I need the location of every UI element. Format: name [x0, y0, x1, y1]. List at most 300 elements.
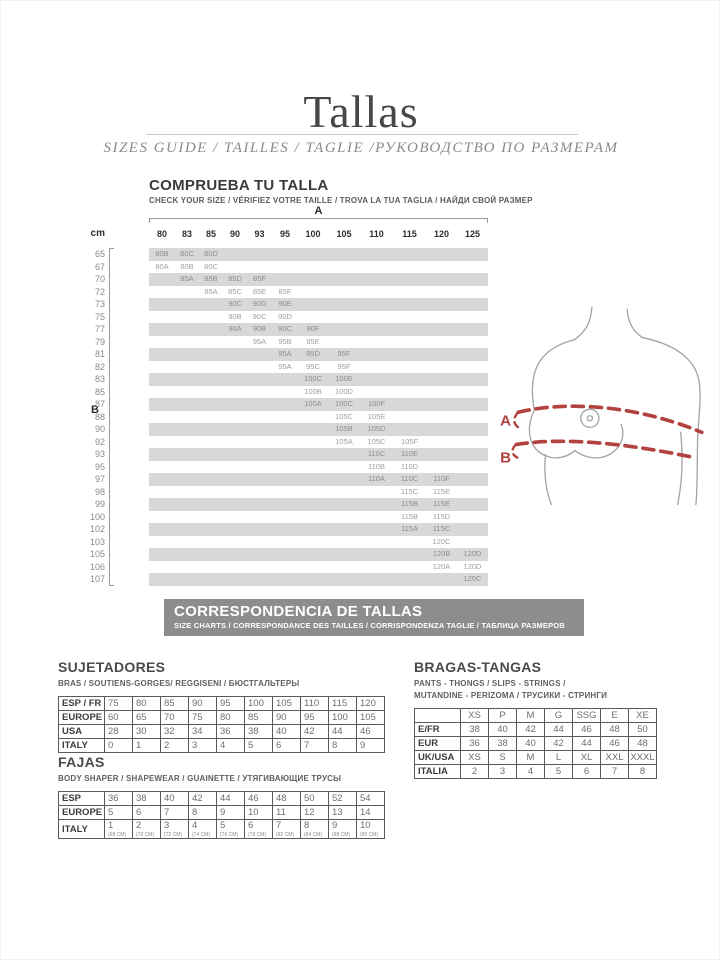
- column-header: XE: [629, 709, 657, 723]
- matrix-col-header: 100: [305, 229, 321, 239]
- matrix-cm-label: 75: [94, 311, 105, 322]
- matrix-cell: [149, 423, 175, 436]
- matrix-cell: [393, 298, 426, 311]
- matrix-cell: 110E: [401, 449, 418, 458]
- matrix-cell: [457, 473, 488, 486]
- size-value-cell: XS: [461, 751, 489, 765]
- matrix-cell: [272, 411, 298, 424]
- matrix-cell: 105B: [335, 424, 353, 433]
- matrix-cell: 80B: [155, 249, 169, 258]
- matrix-cell: [199, 323, 223, 336]
- matrix-cell: 90B: [252, 324, 267, 333]
- size-value-cell: 7: [301, 739, 329, 753]
- matrix-cell: 105D: [367, 424, 386, 433]
- matrix-cell: [175, 336, 199, 349]
- matrix-row: [149, 436, 488, 449]
- matrix-cell: [328, 511, 360, 524]
- matrix-cell: [223, 348, 247, 361]
- matrix-cell: [360, 261, 393, 274]
- matrix-cm-label: 70: [94, 274, 105, 284]
- matrix-cell: [298, 423, 328, 436]
- matrix-cell: [328, 473, 360, 486]
- matrix-row: [149, 561, 488, 574]
- matrix-cell: [457, 523, 488, 536]
- matrix-cell: [149, 398, 175, 411]
- matrix-cell: [175, 411, 199, 424]
- matrix-cell: [199, 548, 223, 561]
- matrix-cell: [328, 448, 360, 461]
- matrix-cell: [175, 286, 199, 299]
- column-header: P: [489, 709, 517, 723]
- matrix-cell: [247, 523, 272, 536]
- matrix-cell: [393, 248, 426, 261]
- matrix-cell: [426, 386, 457, 399]
- matrix-cell: [175, 386, 199, 399]
- matrix-col-header: 125: [464, 229, 481, 239]
- shapewear-subtitle: BODY SHAPER / SHAPEWEAR / GUAINETTE / УТЯГИВАЮЩИЕ ТРУСЫ: [58, 774, 342, 783]
- size-subvalue-cm: (68 CM): [108, 832, 127, 838]
- matrix-cell: [223, 423, 247, 436]
- size-value-cell: 32: [161, 725, 189, 739]
- bras-size-table: [58, 696, 385, 753]
- banner-title: CORRESPONDENCIA DE TALLAS: [174, 603, 423, 620]
- matrix-cell: [298, 473, 328, 486]
- size-subvalue-cm: (76 CM): [220, 832, 239, 838]
- matrix-cell: [328, 548, 360, 561]
- matrix-cell: [457, 448, 488, 461]
- matrix-cell: [328, 273, 360, 286]
- matrix-cell: [360, 248, 393, 261]
- matrix-cell: [360, 361, 393, 374]
- matrix-cell: [272, 386, 298, 399]
- matrix-cell: 90A: [228, 324, 242, 333]
- matrix-cell: [426, 348, 457, 361]
- size-value-cell: 46: [245, 792, 273, 806]
- size-value-cell: 52: [329, 792, 357, 806]
- matrix-cell: [223, 573, 247, 586]
- matrix-cell: 90D: [252, 299, 267, 308]
- check-size-subtitle: CHECK YOUR SIZE / VÉRIFIEZ VOTRE TAILLE / TROVA LA TUA TAGLIA / НАЙДИ СВОЙ РАЗМЕР: [149, 196, 533, 205]
- nipple-outer-circle: [581, 409, 599, 427]
- matrix-cell: [328, 498, 360, 511]
- torso-measurement-figure: [487, 271, 720, 505]
- matrix-row: [149, 461, 488, 474]
- size-value-cell: 120: [357, 697, 385, 711]
- size-value-cell: 11: [273, 806, 301, 820]
- matrix-cell: 115C: [400, 486, 419, 496]
- underbust-line-b-hook: [513, 444, 518, 457]
- matrix-cm-label: 79: [94, 336, 105, 347]
- matrix-cell: [247, 436, 272, 449]
- matrix-cell: [426, 448, 457, 461]
- matrix-cell: [298, 498, 328, 511]
- matrix-cell: 120A: [432, 561, 451, 571]
- size-value-cell: 48: [273, 792, 301, 806]
- matrix-cell: [298, 523, 328, 536]
- matrix-cell: [149, 311, 175, 324]
- matrix-cell: [298, 536, 328, 549]
- pants-section: [414, 659, 694, 779]
- matrix-cell: [223, 498, 247, 511]
- matrix-cm-label: 77: [94, 324, 105, 334]
- matrix-cell: [298, 461, 328, 474]
- pants-size-table: [414, 708, 657, 779]
- size-value-cell: 36: [105, 792, 133, 806]
- matrix-cm-label: 81: [94, 349, 105, 359]
- table-row: [59, 806, 385, 820]
- size-value-cell: 8: [189, 806, 217, 820]
- matrix-cell: 105C: [367, 436, 386, 446]
- bras-title: SUJETADORES: [58, 659, 166, 675]
- size-value-cell: 75: [105, 697, 133, 711]
- matrix-cm-label: 85: [94, 386, 105, 397]
- matrix-cell: [149, 436, 175, 449]
- matrix-cell: [199, 336, 223, 349]
- size-value-cell: 100: [245, 697, 273, 711]
- matrix-row: [149, 473, 488, 486]
- matrix-cell: [247, 373, 272, 386]
- matrix-cell: 90D: [278, 311, 292, 321]
- table-row: [59, 711, 385, 725]
- size-value-cell: 38: [133, 792, 161, 806]
- matrix-cell: 100E: [335, 374, 353, 383]
- matrix-cell: [426, 298, 457, 311]
- matrix-cell: [393, 398, 426, 411]
- size-value-cell: 30: [133, 725, 161, 739]
- matrix-col-header: 120: [433, 229, 450, 239]
- matrix-cell: [360, 336, 393, 349]
- matrix-row: [149, 348, 488, 361]
- matrix-cell: [272, 561, 298, 574]
- matrix-cell: 85F: [278, 286, 292, 296]
- matrix-cm-label: 95: [94, 461, 105, 472]
- matrix-cell: [272, 498, 298, 511]
- table-row: [415, 751, 657, 765]
- matrix-cell: [175, 373, 199, 386]
- size-charts-banner: [164, 599, 584, 636]
- matrix-cell: [426, 398, 457, 411]
- matrix-cell: [247, 261, 272, 274]
- matrix-cell: [247, 473, 272, 486]
- matrix-cm-label: 83: [94, 374, 105, 384]
- right-body-line: [678, 432, 682, 505]
- matrix-cell: [247, 486, 272, 499]
- size-subvalue-cm: (72 CM): [164, 832, 183, 838]
- size-value-cell: 40: [161, 792, 189, 806]
- size-value-cell: 50: [301, 792, 329, 806]
- matrix-col-header: 83: [181, 229, 192, 239]
- size-value-cell: 8 (84 CM): [301, 820, 329, 839]
- matrix-cell: [199, 511, 223, 524]
- matrix-cell: [149, 323, 175, 336]
- matrix-cell: [272, 461, 298, 474]
- matrix-cell: 120C: [432, 536, 451, 546]
- matrix-cell: [360, 498, 393, 511]
- size-value-cell: 6 (78 CM): [245, 820, 273, 839]
- matrix-cell: [426, 436, 457, 449]
- matrix-cell: [457, 348, 488, 361]
- matrix-cell: [426, 323, 457, 336]
- matrix-cell: [149, 523, 175, 536]
- matrix-cell: 85B: [204, 274, 218, 283]
- matrix-cell: [199, 486, 223, 499]
- matrix-cell: [272, 261, 298, 274]
- size-value-cell: 7 (82 CM): [273, 820, 301, 839]
- matrix-cell: 110F: [433, 474, 450, 483]
- row-label: USA: [59, 725, 105, 739]
- matrix-cm-label: 103: [89, 536, 105, 547]
- matrix-cell: [457, 336, 488, 349]
- matrix-cell: [393, 561, 426, 574]
- size-value-cell: 12: [301, 806, 329, 820]
- table-row: [415, 723, 657, 737]
- matrix-row: [149, 448, 488, 461]
- pants-subtitle-line1: PANTS - THONGS / SLIPS - STRINGS /: [414, 679, 566, 688]
- matrix-row: [149, 298, 488, 311]
- size-subvalue-cm: (88 CM): [332, 832, 351, 838]
- matrix-cell: 100D: [335, 386, 353, 396]
- size-value-cell: 14: [357, 806, 385, 820]
- table-row: [59, 820, 385, 839]
- matrix-cell: [457, 373, 488, 386]
- size-value-cell: 42: [189, 792, 217, 806]
- matrix-cell: 110D: [400, 461, 419, 471]
- matrix-row: [149, 373, 488, 386]
- matrix-cell: [247, 498, 272, 511]
- matrix-cell: [223, 336, 247, 349]
- matrix-cell: [223, 248, 247, 261]
- matrix-cell: 100A: [304, 399, 322, 408]
- matrix-cell: [175, 436, 199, 449]
- matrix-cell: [360, 286, 393, 299]
- size-value-cell: 95: [301, 711, 329, 725]
- row-label: ITALIA: [415, 765, 461, 779]
- check-size-title: COMPRUEBA TU TALLA: [149, 177, 329, 194]
- left-shoulder-line: [532, 340, 574, 411]
- size-subvalue-cm: (90 CM): [360, 832, 379, 838]
- size-value-cell: 3: [489, 765, 517, 779]
- matrix-cell: [393, 373, 426, 386]
- size-subvalue-cm: (70 CM): [136, 832, 155, 838]
- row-label: ITALY: [59, 820, 105, 839]
- left-body-line: [545, 455, 552, 505]
- matrix-col-header: 110: [369, 229, 384, 239]
- matrix-cell: [457, 511, 488, 524]
- matrix-row: [149, 261, 488, 274]
- row-label: UK/USA: [415, 751, 461, 765]
- matrix-cell: [199, 523, 223, 536]
- matrix-cell: [199, 448, 223, 461]
- matrix-cell: [298, 273, 328, 286]
- column-header: G: [545, 709, 573, 723]
- matrix-cell: 85F: [253, 274, 266, 283]
- matrix-cm-label: 97: [94, 474, 105, 484]
- matrix-row: [149, 311, 488, 324]
- matrix-row: [149, 248, 488, 261]
- matrix-cell: [175, 398, 199, 411]
- size-value-cell: 34: [189, 725, 217, 739]
- matrix-cell: [247, 348, 272, 361]
- matrix-cell: [298, 561, 328, 574]
- matrix-cell: [175, 461, 199, 474]
- matrix-col-header: 105: [336, 229, 352, 239]
- matrix-cell: [360, 386, 393, 399]
- column-header: SSG: [573, 709, 601, 723]
- matrix-cell: 115C: [432, 524, 451, 533]
- matrix-cell: [393, 311, 426, 324]
- matrix-row: [149, 486, 488, 499]
- matrix-cell: [199, 398, 223, 411]
- matrix-cell: 80B: [180, 261, 194, 271]
- matrix-cell: [298, 248, 328, 261]
- size-value-cell: 38: [245, 725, 273, 739]
- matrix-cell: 100C: [335, 399, 353, 408]
- size-value-cell: 2: [161, 739, 189, 753]
- nipple-inner-circle: [587, 416, 592, 421]
- matrix-cell: [175, 498, 199, 511]
- matrix-cell: [457, 498, 488, 511]
- unit-header: cm: [90, 228, 105, 239]
- neck-left-line: [575, 307, 592, 339]
- matrix-cell: [247, 536, 272, 549]
- size-value-cell: 36: [217, 725, 245, 739]
- matrix-cell: [426, 311, 457, 324]
- matrix-cell: [457, 286, 488, 299]
- matrix-cell: [247, 511, 272, 524]
- matrix-row: [149, 386, 488, 399]
- matrix-cell: [393, 386, 426, 399]
- size-value-cell: 10 (90 CM): [357, 820, 385, 839]
- size-value-cell: 48: [629, 737, 657, 751]
- size-value-cell: 8: [329, 739, 357, 753]
- matrix-cell: [360, 511, 393, 524]
- matrix-row: [149, 323, 488, 336]
- size-value-cell: 46: [357, 725, 385, 739]
- size-value-cell: 3 (72 CM): [161, 820, 189, 839]
- size-value-cell: 60: [105, 711, 133, 725]
- matrix-cell: [328, 486, 360, 499]
- matrix-cell: [247, 423, 272, 436]
- matrix-cell: [457, 461, 488, 474]
- matrix-cell: [426, 461, 457, 474]
- matrix-cell: [223, 261, 247, 274]
- matrix-cell: [175, 448, 199, 461]
- matrix-cell: [298, 311, 328, 324]
- matrix-row: [149, 498, 488, 511]
- size-value-cell: 38: [489, 737, 517, 751]
- matrix-cell: [360, 348, 393, 361]
- matrix-cell: 95A: [278, 361, 292, 371]
- matrix-cell: [328, 248, 360, 261]
- matrix-row: [149, 536, 488, 549]
- size-value-cell: 7: [601, 765, 629, 779]
- shapewear-title: FAJAS: [58, 754, 105, 770]
- matrix-cell: [328, 323, 360, 336]
- matrix-row: [149, 423, 488, 436]
- matrix-cm-label: 88: [94, 411, 105, 422]
- matrix-cm-label: 102: [89, 524, 105, 534]
- matrix-cell: 95A: [252, 336, 267, 346]
- column-header: XS: [461, 709, 489, 723]
- matrix-cm-label: 93: [94, 449, 105, 459]
- size-value-cell: 44: [573, 737, 601, 751]
- matrix-cell: [360, 561, 393, 574]
- matrix-cell: [360, 548, 393, 561]
- torso-sketch: [487, 271, 720, 505]
- size-value-cell: 70: [161, 711, 189, 725]
- matrix-cell: 90C: [228, 299, 242, 308]
- row-label: ESP / FR: [59, 697, 105, 711]
- matrix-cell: [328, 298, 360, 311]
- size-value-cell: 10: [245, 806, 273, 820]
- matrix-cell: [149, 536, 175, 549]
- size-subvalue-cm: (84 CM): [304, 832, 323, 838]
- matrix-cell: [272, 248, 298, 261]
- size-value-cell: 1: [133, 739, 161, 753]
- size-subvalue-cm: (82 CM): [276, 832, 295, 838]
- matrix-cell: [199, 561, 223, 574]
- matrix-cell: 95E: [306, 336, 320, 346]
- matrix-cell: 105C: [335, 411, 353, 421]
- matrix-cell: [223, 411, 247, 424]
- matrix-cell: [298, 261, 328, 274]
- matrix-cell: [393, 423, 426, 436]
- matrix-cell: [426, 261, 457, 274]
- matrix-cell: 80C: [180, 249, 194, 258]
- size-value-cell: 50: [629, 723, 657, 737]
- size-value-cell: 48: [601, 723, 629, 737]
- matrix-cell: 120D: [463, 549, 482, 558]
- size-value-cell: 1 (68 CM): [105, 820, 133, 839]
- measure-b-label: B: [91, 404, 99, 416]
- matrix-cell: [426, 423, 457, 436]
- shapewear-size-table: [58, 791, 385, 839]
- size-value-cell: 5: [545, 765, 573, 779]
- matrix-cell: 105E: [367, 411, 386, 421]
- matrix-cell: [199, 373, 223, 386]
- size-value-cell: 4: [517, 765, 545, 779]
- matrix-cell: 100F: [367, 399, 386, 408]
- size-value-cell: 13: [329, 806, 357, 820]
- matrix-cell: [457, 436, 488, 449]
- matrix-cm-label: 72: [94, 286, 105, 297]
- right-breast-line: [611, 424, 623, 453]
- page-subtitle: SIZES GUIDE / TAILLES / TAGLIE /РУКОВОДСТВО ПО РАЗМЕРАМ: [103, 140, 619, 156]
- matrix-cell: [426, 286, 457, 299]
- matrix-cell: [175, 486, 199, 499]
- size-value-cell: 4: [217, 739, 245, 753]
- size-value-cell: 9: [357, 739, 385, 753]
- size-value-cell: 80: [133, 697, 161, 711]
- title-rule: [146, 134, 578, 135]
- size-value-cell: 46: [573, 723, 601, 737]
- matrix-cell: [223, 461, 247, 474]
- matrix-col-header: 85: [205, 229, 216, 239]
- matrix-row: [149, 398, 488, 411]
- matrix-cell: [393, 261, 426, 274]
- size-value-cell: 44: [545, 723, 573, 737]
- matrix-cell: [360, 323, 393, 336]
- matrix-cell: 115A: [401, 524, 418, 533]
- size-value-cell: 9 (88 CM): [329, 820, 357, 839]
- matrix-cell: [247, 386, 272, 399]
- matrix-cell: [149, 361, 175, 374]
- matrix-cell: [175, 311, 199, 324]
- matrix-cell: [328, 336, 360, 349]
- matrix-cell: [393, 336, 426, 349]
- row-label: E/FR: [415, 723, 461, 737]
- matrix-cell: 80D: [204, 249, 218, 258]
